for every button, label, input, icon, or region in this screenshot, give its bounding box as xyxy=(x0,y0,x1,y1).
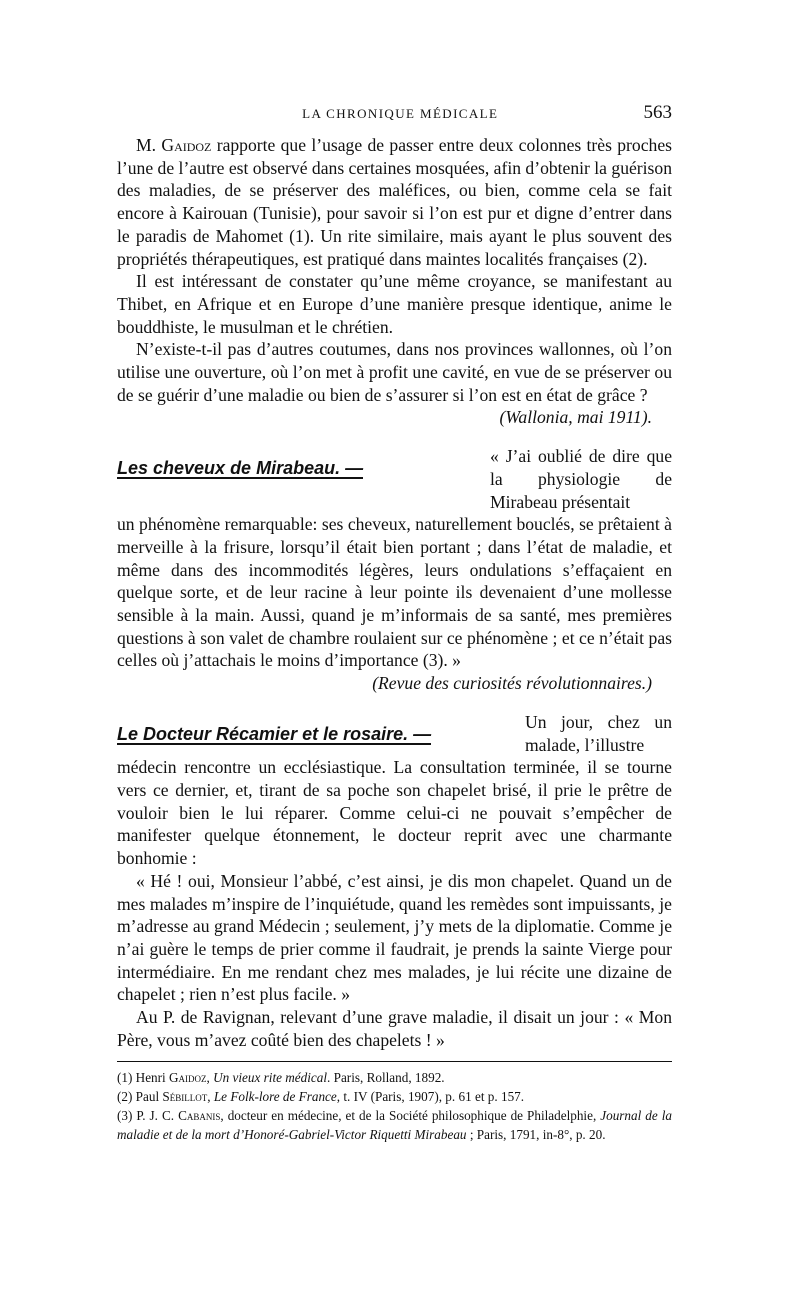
section-recamier-title: Le Docteur Récamier et le rosaire. — xyxy=(117,721,431,745)
footnote-2-author: Sébillot xyxy=(162,1089,208,1105)
section-recamier xyxy=(117,711,672,1052)
section-mirabeau-source: (Revue des curiosités révolutionnaires.) xyxy=(372,673,652,694)
intro-paragraph-3: N’existe-t-il pas d’autres coutumes, dans nos provinces wallonnes, où l’on utilise une ouverture, où l’on met à profit une cavité, en vue de se préserver ou de se guérir d’une maladie ou bien de s’assurer si l’on est en état de grâce ? xyxy=(117,339,672,405)
section-recamier-head xyxy=(117,711,672,756)
footnote-3-rest: ; Paris, 1791, in-8°, p. 20. xyxy=(466,1127,606,1143)
running-head xyxy=(117,102,672,132)
footnote-3-prefix: (3) P. J. C. xyxy=(117,1108,179,1124)
section-recamier-paragraph-1: médecin rencontre un ecclésiastique. La consultation terminée, il se tourne vers ce dernier, et, tirant de sa poche son chapelet brisé, il prie le prêtre de vouloir bien le lui réparer. Comme celui-ci ne pouvait s’empêcher de manifester quelque étonnement, le docteur reprit avec une charmante bonhomie : xyxy=(117,757,672,869)
intro-paragraph-1 xyxy=(117,134,672,270)
footnote-3-mid: , docteur en médecine, et de la Société philosophique de Philadelphie, xyxy=(220,1108,601,1124)
section-mirabeau-body: un phénomène remarquable: ses cheveux, naturellement bouclés, se prêtaient à merveille à la frisure, lorsqu’il était bien portant ; dans l’état de maladie, et même dans des incommodités légères, leurs ondulations s’effaçaient en quelque sorte, et de leur racine à leur pointe ils devenaient d’une mollesse sensible à la main. Aussi, quand je m’informais de sa santé, mes premières questions à son valet de chambre roulaient sur ce phénomène ; et ce n’était pas celles où j’attachais le moins d’importance (3). » xyxy=(117,514,672,671)
footnote-1-author: Gaidoz xyxy=(169,1070,207,1086)
section-mirabeau-intro: « J’ai oublié de dire que la physiologie de Mirabeau présentait xyxy=(490,446,672,512)
section-recamier-paragraph-2: « Hé ! oui, Monsieur l’abbé, c’est ainsi, je dis mon chapelet. Quand un de mes malades m’inspire de l’inquiétude, quand les remèdes sont impuissants, je m’adresse au grand Médecin ; seulement, j’y mets de la diplomatie. Comme je n’ai guère le temps de prier comme il faudrait, je prends la sainte Vierge pour intermédiaire. En me rendant chez mes malades, je lui récite une dizaine de chapelet ; rien n’est plus facile. » xyxy=(117,870,672,1005)
intro-source: (Wallonia, mai 1911). xyxy=(499,407,652,428)
footnote-3-author: Cabanis xyxy=(178,1108,221,1124)
footnote-3 xyxy=(117,1106,672,1144)
footnote-1: (1) Henri Gaidoz, Un vieux rite médical. Paris, Rolland, 1892. xyxy=(117,1070,445,1086)
footnote-1-rest: . Paris, Rolland, 1892. xyxy=(327,1070,445,1086)
author-name: M. Gaidoz xyxy=(136,135,212,155)
footnote-divider xyxy=(117,1061,672,1062)
section-mirabeau-head xyxy=(117,445,672,513)
section-recamier-intro: Un jour, chez un malade, l’illustre xyxy=(525,711,672,755)
running-head-title: LA CHRONIQUE MÉDICALE xyxy=(302,106,499,121)
section-recamier-paragraph-3: Au P. de Ravignan, relevant d’une grave maladie, il disait un jour : « Mon Père, vous m’avez coûté bien des chapelets ! » xyxy=(117,1007,672,1050)
section-mirabeau-title: Les cheveux de Mirabeau. — xyxy=(117,455,363,479)
footnote-2-rest: , t. IV (Paris, 1907), p. 61 et p. 157. xyxy=(336,1089,525,1105)
page xyxy=(117,102,672,1144)
intro-paragraph-2: Il est intéressant de constater qu’une même croyance, se manifestant au Thibet, en Afrique et en Europe d’une manière presque identique, anime le bouddhiste, le musulman et le chrétien. xyxy=(117,271,672,337)
intro-paragraph-1-text: rapporte que l’usage de passer entre deux colonnes très proches l’une de l’autre est observé dans certaines mosquées, afin d’obtenir la guérison des maladies, de se préserver des maléfices, ou bien, comme cela se fait encore à Kairouan (Tunisie), pour savoir si l’on est pur et digne d’entrer dans le paradis de Mahomet (1). Un rite similaire, mais ayant le plus souvent des propriétés thérapeutiques, est pratiqué dans maintes localités françaises (2). xyxy=(117,135,672,269)
page-number: 563 xyxy=(643,102,672,123)
footnote-1-prefix: (1) Henri xyxy=(117,1070,169,1086)
section-mirabeau xyxy=(117,445,672,695)
footnote-3-title: Journal de la maladie et de la mort d’Honoré-Gabriel-Victor Riquetti Mirabeau xyxy=(117,1108,672,1143)
footnote-2-title: Le Folk-lore de France xyxy=(213,1089,337,1105)
footnote-1-title: Un vieux rite médical xyxy=(213,1070,328,1086)
footnote-2-prefix: (2) Paul xyxy=(117,1089,163,1105)
footnote-2: (2) Paul Sébillot, Le Folk-lore de France, t. IV (Paris, 1907), p. 61 et p. 157. xyxy=(117,1089,525,1105)
